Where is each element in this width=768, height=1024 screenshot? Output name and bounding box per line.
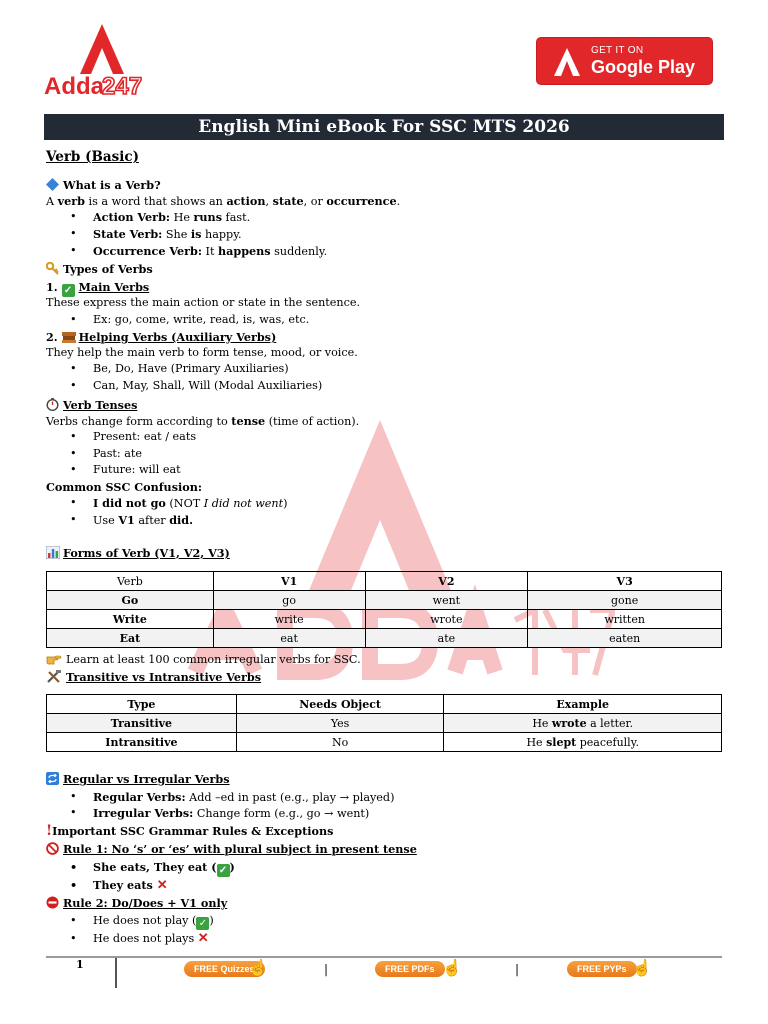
adda-play-icon — [552, 47, 582, 77]
table-cell: Intransitive — [47, 733, 237, 752]
table-cell: eaten — [528, 629, 722, 648]
cross-icon: ✕ — [156, 878, 168, 893]
footer-separator — [115, 958, 117, 988]
hand-pointer-icon: ☝ — [248, 958, 268, 977]
table-cell: Write — [47, 610, 214, 629]
free-pdfs-button[interactable]: FREE PDFs — [375, 961, 445, 977]
table-cell: Eat — [47, 629, 214, 648]
table-cell: write — [213, 610, 365, 629]
table-row — [47, 714, 722, 733]
blue-diamond-icon — [46, 178, 59, 191]
repeat-icon — [46, 772, 59, 785]
footer-divider — [46, 956, 722, 958]
what-is-heading-text: What is a Verb? — [63, 178, 161, 192]
table-header: Type — [47, 695, 237, 714]
footer-pipe: | — [515, 962, 520, 976]
table-cell: wrote — [365, 610, 528, 629]
transitive-table — [46, 694, 722, 752]
transitive-heading: Transitive vs Intransitive Verbs — [46, 670, 261, 684]
table-cell: eat — [213, 629, 365, 648]
table-cell: gone — [528, 591, 722, 610]
free-pyps-button[interactable]: FREE PYPs — [567, 961, 637, 977]
stopwatch-icon — [46, 398, 59, 411]
table-cell: He slept peacefully. — [444, 733, 722, 752]
table-row — [47, 610, 722, 629]
table-cell: Transitive — [47, 714, 237, 733]
rules-heading: !Important SSC Grammar Rules & Exceptions — [46, 823, 334, 839]
table-header: V1 — [213, 572, 365, 591]
badge-small-text: GET IT ON — [591, 45, 644, 56]
section-title: Verb (Basic) — [46, 149, 139, 165]
badge-big-text: Google Play — [591, 57, 696, 77]
confusion-heading: Common SSC Confusion: — [46, 480, 202, 494]
prohibited-icon — [46, 842, 59, 855]
table-cell: Yes — [236, 714, 444, 733]
page-number: 1 — [76, 958, 84, 971]
table-row — [47, 591, 722, 610]
bar-chart-icon — [46, 546, 59, 559]
check-icon: ✓ — [217, 864, 230, 877]
table-cell: go — [213, 591, 365, 610]
hand-pointer-icon: ☝ — [632, 958, 652, 977]
table-cell: went — [365, 591, 528, 610]
watermark-logo — [175, 410, 615, 690]
table-row — [47, 733, 722, 752]
adda247-logo — [44, 24, 166, 98]
main-verbs-desc: These express the main action or state in the sentence. — [46, 296, 361, 309]
cross-icon: ✕ — [197, 931, 209, 946]
regular-heading: Regular vs Irregular Verbs — [46, 772, 230, 786]
table-header: Example — [444, 695, 722, 714]
page-title: English Mini eBook For SSC MTS 2026 — [44, 114, 724, 140]
verb-tenses-heading: Verb Tenses — [46, 398, 137, 412]
google-play-badge[interactable] — [536, 37, 713, 85]
table-cell: No — [236, 733, 444, 752]
svg-text:Adda: Adda — [44, 73, 104, 98]
tenses-desc: Verbs change form according to tense (time of action). — [46, 414, 360, 428]
table-cell: ate — [365, 629, 528, 648]
key-icon — [46, 262, 59, 275]
table-cell: Go — [47, 591, 214, 610]
table-cell: He wrote a letter. — [444, 714, 722, 733]
table-header: V2 — [365, 572, 528, 591]
irregular-tip: Learn at least 100 common irregular verbs for SSC. — [46, 652, 361, 667]
table-header-row — [47, 695, 722, 714]
hand-pointer-icon: ☝ — [442, 958, 462, 977]
table-row — [47, 629, 722, 648]
verb-definition: A verb is a word that shows an action, state, or occurrence. — [46, 194, 401, 208]
rule2-heading: Rule 2: Do/Does + V1 only — [46, 896, 227, 910]
forms-table — [46, 571, 722, 648]
check-icon: ✓ — [196, 917, 209, 930]
tools-icon — [46, 670, 62, 683]
forms-heading: Forms of Verb (V1, V2, V3) — [46, 546, 230, 560]
what-is-heading — [46, 178, 161, 192]
svg-text:247: 247 — [102, 73, 143, 98]
books-icon — [62, 330, 75, 343]
rule1-heading: Rule 1: No ‘s’ or ‘es’ with plural subject in present tense — [46, 842, 417, 856]
helping-verbs-heading: 2. Helping Verbs (Auxiliary Verbs) — [46, 330, 277, 344]
free-quizzes-button[interactable]: FREE Quizzes — [184, 961, 265, 977]
helping-verbs-desc: They help the main verb to form tense, mood, or voice. — [46, 346, 358, 359]
types-heading: Types of Verbs — [46, 262, 153, 276]
main-verbs-heading: 1. ✓ Main Verbs — [46, 280, 150, 296]
table-header: Verb — [47, 572, 214, 591]
footer-pipe: | — [324, 962, 329, 976]
exclamation-icon: ! — [46, 823, 53, 839]
table-cell: written — [528, 610, 722, 629]
table-header: Needs Object — [236, 695, 444, 714]
table-header: V3 — [528, 572, 722, 591]
check-icon: ✓ — [62, 284, 75, 297]
pointing-hand-icon — [46, 652, 62, 665]
no-entry-icon — [46, 896, 59, 909]
table-header-row — [47, 572, 722, 591]
